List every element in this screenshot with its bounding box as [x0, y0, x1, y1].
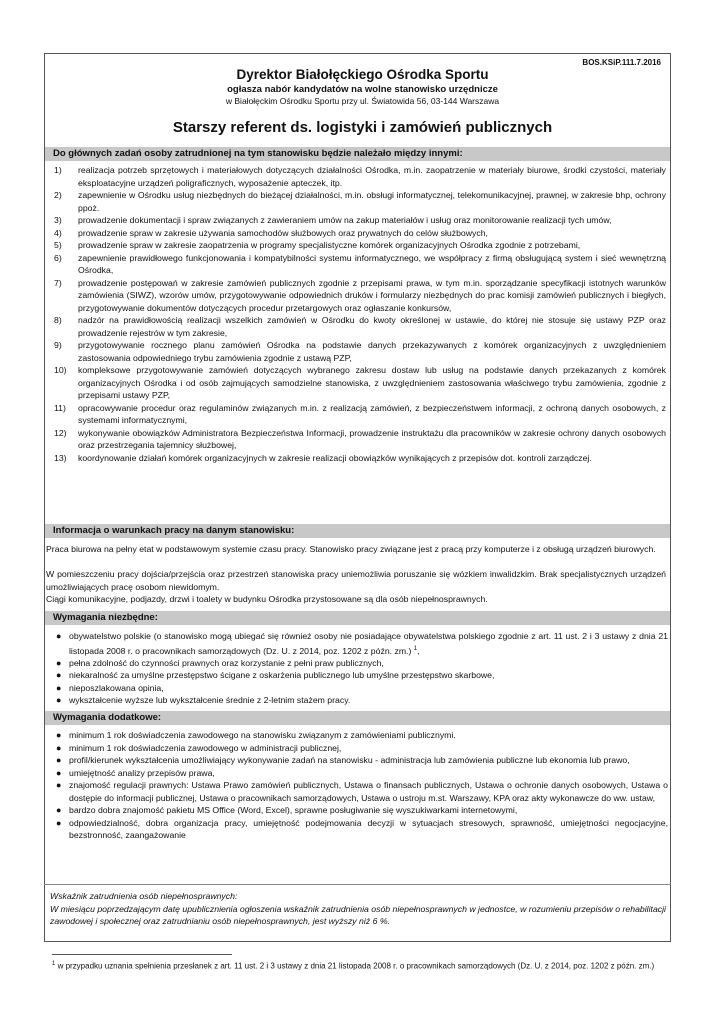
list-item	[46, 452, 666, 465]
additional-list	[46, 729, 668, 842]
task-text: prowadzenie dokumentacji i spraw związanych z zawieraniem umów na zakup materiałów i usług oraz monitorowanie realizacji tych umów,	[78, 215, 612, 225]
conditions-paragraph-3: Ciągi komunikacyjne, podjazdy, drzwi i toalety w budynku Ośrodka przystosowane są dla osób niepełnosprawnych.	[46, 594, 488, 604]
bullet-icon: ●	[56, 767, 62, 778]
task-text: realizacja potrzeb sprzętowych i materiałowych dotyczących działalności Ośrodka, m.in. zaopatrzenie w materiały biurowe, środki czystości, materiały eksploatacyjne urządzeń poligraficznych, wyposażenie apteczek, itp.	[78, 165, 666, 188]
bullet-icon: ●	[56, 682, 62, 693]
task-number: 12)	[54, 427, 67, 438]
list-item	[46, 754, 668, 767]
task-text: prowadzenie spraw w zakresie używania samochodów służbowych oraz prywatnych do celów służbowych,	[78, 227, 488, 238]
task-number: 7)	[54, 277, 62, 288]
announcement-subtitle: ogłasza nabór kandydatów na wolne stanowisko urzędnicze	[227, 84, 498, 95]
list-item	[46, 817, 668, 842]
footnote-mark: 1	[52, 961, 56, 967]
task-number: 6)	[54, 252, 62, 263]
job-title: Starszy referent ds. logistyki i zamówień publicznych	[172, 119, 553, 136]
required-list	[46, 630, 668, 707]
bullet-icon: ●	[56, 817, 62, 828]
task-text: prowadzenie spraw w zakresie zaopatrzenia w programy specjalistyczne komórek organizacyjnych Ośrodka zgodnie z potrzebami,	[78, 240, 581, 250]
conditions-paragraph-1: Praca biurowa na pełny etat w podstawowym systemie czasu pracy. Stanowisko pracy związane jest z pracą przy komputerze i z obsługą urządzeń biurowych.	[46, 544, 656, 554]
required-item-text: obywatelstwo polskie (o stanowisko mogą ubiegać się również osoby nie posiadające obywatelstwa polskiego zgodnie z art. 11 ust. 2 i 3 ustawy z dnia 21 listopada 2008 r. o pracownikach samorządowych (Dz. U. z 2014, poz. 1202 z późn. zm.)	[69, 631, 668, 656]
additional-item-text: umiejętność analizy przepisów prawa,	[69, 767, 215, 778]
required-heading: Wymagania niezbędne:	[45, 611, 670, 625]
list-item	[46, 189, 666, 214]
required-item-text: nieposzlakowana opinia,	[69, 682, 164, 693]
additional-item-text: znajomość regulacji prawnych: Ustawa Prawo zamówień publicznych, Ustawa o finansach publicznych, Ustawa o ochronie danych osobowych, Ustawa o dostępie do informacji publicznej, Ustawa o pracownikach samorządowych, Ustawa o ustroju m.st. Warszawy, KPA oraz akty wykonawcze do ww. ustaw,	[69, 780, 668, 803]
employment-note-text: W miesiącu poprzedzającym datę upublicznienia ogłoszenia wskaźnik zatrudnienia osób niepełnosprawnych w jednostce, w rozumieniu przepisów o rehabilitacji zawodowej i społecznej oraz zatrudnianiu osób niepełnosprawnych, jest wyższy niż 6 %.	[50, 903, 666, 926]
employment-note-label: Wskaźnik zatrudnienia osób niepełnosprawnych:	[50, 891, 238, 901]
punctuation: ,	[417, 645, 420, 656]
conditions-heading: Informacja o warunkach pracy na danym stanowisku:	[45, 524, 670, 538]
additional-item-text: odpowiedzialność, dobra organizacja pracy, umiejętność podejmowania decyzji w sytuacjach stresowych, sprawność, umiejętności negocjacyjne, bezstronność, zaangażowanie	[69, 817, 668, 840]
address-line: w Białołęckim Ośrodku Sportu przy ul. Światowida 56, 03-144 Warszawa	[225, 96, 500, 106]
footnote-text: w przypadku uznania spełnienia przesłanek z art. 11 ust. 2 i 3 ustawy z dnia 21 listopada 2008 r. o pracownikach samorządowych (Dz. U. z 2014, poz. 1202 z późn. zm.)	[55, 961, 655, 971]
additional-item-text: bardzo dobra znajomość pakietu MS Office (Word, Excel), sprawne posługiwanie się wyszukiwarkami internetowymi,	[69, 805, 518, 815]
bullet-icon: ●	[56, 805, 62, 815]
required-item-text: pełna zdolność do czynności prawnych oraz korzystanie z pełni praw publicznych,	[69, 657, 384, 668]
task-text: kompleksowe przygotowywanie zamówień dotyczących wybranego zakresu dostaw lub usług na podstawie danych przekazanych z komórek organizacyjnych Ośrodka i od osób zajmujących samodzielne stanowiska, z uwzględnieniem zastosowania właściwego trybu zamówienia, zgodnie z przepisami ustawy PZP,	[78, 365, 666, 400]
conditions-paragraph-2: W pomieszczeniu pracy dojścia/przejścia oraz przestrzeń stanowiska pracy uniemożliwia poruszanie się wózkiem inwalidzkim. Brak specjalistycznych urządzeń umożliwiających pracę osobom niewidomym.	[46, 569, 666, 592]
task-number: 5)	[54, 240, 62, 250]
bullet-icon: ●	[56, 695, 62, 706]
task-number: 8)	[54, 315, 62, 325]
list-item	[46, 669, 668, 682]
task-text: wykonywanie obowiązków Administratora Bezpieczeństwa Informacji, prowadzenie instruktażu dla pracowników w zakresie ochrony danych osobowych oraz przestrzegania tajemnicy służbowej,	[78, 427, 666, 450]
bullet-icon: ●	[56, 780, 62, 790]
list-item	[46, 694, 668, 707]
additional-item-text: minimum 1 rok doświadczenia zawodowego w administracji publicznej,	[69, 742, 342, 753]
task-number: 11)	[54, 402, 66, 413]
list-item	[46, 214, 666, 227]
tasks-heading: Do głównych zadań osoby zatrudnionej na tym stanowisku będzie należało między innymi:	[45, 147, 670, 161]
required-item-text: niekaralność za umyślne przestępstwo ścigane z oskarżenia publicznego lub umyślne przestępstwo skarbowe,	[69, 670, 495, 681]
list-item	[46, 630, 668, 657]
task-text: koordynowanie działań komórek organizacyjnych w zakresie realizacji obowiązków wynikających z przepisów dot. kontroli zarządczej.	[78, 452, 592, 463]
list-item	[46, 804, 668, 817]
bullet-icon: ●	[56, 730, 62, 740]
organization-title: Dyrektor Białołęckiego Ośrodka Sportu	[236, 67, 489, 82]
list-item	[46, 657, 668, 670]
task-text: zapewnienie w Ośrodku usług niezbędnych do bieżącej działalności, m.in. obsługi informatycznej, telekomunikacyjnej, prawnej, w zakresie bhp, ochrony ppoż.	[78, 190, 666, 213]
footnote-reference[interactable]: 1	[413, 645, 418, 652]
task-text: przygotowywanie rocznego planu zamówień Ośrodka na podstawie danych przekazywanych z komórek organizacyjnych z uwzględnieniem zastosowania odpowiedniego trybu zamówienia zgodnie z ustawą PZP,	[78, 340, 666, 363]
list-item	[46, 779, 668, 804]
bullet-icon: ●	[56, 670, 62, 681]
task-number: 9)	[54, 340, 62, 350]
additional-heading: Wymagania dodatkowe:	[45, 711, 670, 725]
bullet-icon: ●	[56, 755, 62, 765]
bullet-icon: ●	[56, 742, 62, 753]
list-item	[46, 767, 668, 780]
divider	[44, 884, 671, 885]
list-item	[46, 339, 666, 364]
footnote-divider	[52, 954, 232, 955]
list-item	[46, 402, 666, 427]
task-number: 3)	[54, 215, 62, 225]
additional-item-text: minimum 1 rok doświadczenia zawodowego na stanowisku związanym z zamówieniami publicznymi.	[69, 730, 456, 740]
task-text: zapewnienie prawidłowego funkcjonowania i kompatybilności systemu informatycznego, we współpracy z firmą obsługującą system i sieć wewnętrzną Ośrodka,	[78, 252, 666, 275]
list-item	[46, 729, 668, 742]
list-item	[46, 227, 666, 240]
list-item	[46, 682, 668, 695]
list-item	[46, 164, 666, 189]
list-item	[46, 364, 666, 402]
task-number: 10)	[54, 365, 67, 375]
list-item	[46, 252, 666, 277]
task-text: prowadzenie postępowań w zakresie zamówień publicznych zgodnie z przepisami prawa, w tym m.in. sporządzanie specyfikacji istotnych warunków zamówienia (SIWZ), wzorów umów, przygotowywanie odpowiednich druków i formularzy niezbędnych do prac komisji zamówień publicznych i biegłych, przygotowywanie dokumentów dotyczących procedur przetargowych oraz ogłaszanie konkursów,	[78, 277, 666, 313]
task-text: opracowywanie procedur oraz regulaminów związanych m.in. z realizacją zamówień, z bezpieczeństwem informacji, z ochroną danych osobowych, z systemami informatycznymi,	[78, 402, 666, 425]
task-text: nadzór na prawidłowością realizacji wszelkich zamówień w Ośrodku do kwoty określonej w ustawie, do której nie stosuje się ustawy PZP oraz prowadzenie rejestrów w tym zakresie,	[78, 315, 666, 338]
footnote	[52, 959, 670, 972]
list-item	[46, 742, 668, 755]
list-item	[46, 314, 666, 339]
task-number: 13)	[54, 452, 67, 463]
list-item	[46, 427, 666, 452]
tasks-list	[46, 164, 666, 464]
list-item	[46, 239, 666, 252]
employment-note	[50, 890, 666, 928]
required-item-text: wykształcenie wyższe lub wykształcenie średnie z 2-letnim stażem pracy.	[69, 695, 351, 706]
task-number: 4)	[54, 227, 62, 238]
bullet-icon: ●	[56, 657, 62, 668]
task-number: 1)	[54, 165, 62, 175]
list-item	[46, 277, 666, 315]
reference-code: BOS.KSiP.111.7.2016	[582, 58, 661, 67]
bullet-icon: ●	[56, 631, 62, 641]
additional-item-text: profil/kierunek wykształcenia umożliwiający wykonywanie zadań na stanowisku - administracja lub zamówienia publiczne lub ekonomia lub prawo,	[69, 755, 630, 765]
task-number: 2)	[54, 190, 62, 200]
